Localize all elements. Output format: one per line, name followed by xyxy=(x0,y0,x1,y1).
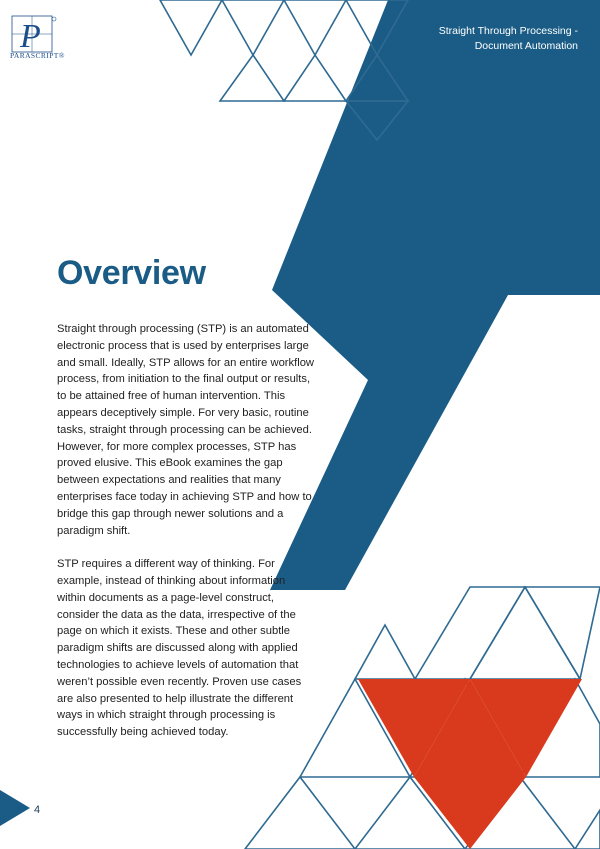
orange-triangles xyxy=(358,679,582,849)
document-title-line-1: Straight Through Processing - xyxy=(438,25,578,37)
document-title xyxy=(358,24,578,54)
svg-text:P: P xyxy=(20,18,41,55)
document-title-line-2: Document Automation xyxy=(474,40,578,52)
body-text xyxy=(57,321,315,758)
paragraph-paradigm: STP requires a different way of thinking. For example, instead of thinking about information within documents as a page-level construct, consider the data as the data, irrespective of the page on which it exists. These and other subtle paradigm shifts are discussed along with applied technologies to achieve levels of automation that weren’t possible even recently. Proven use cases are also presented to help illustrate the different ways in which straight through processing is successfully being achieved today. xyxy=(57,558,302,739)
logo-wordmark: PARASCRIPT® xyxy=(10,51,65,60)
section-heading: Overview xyxy=(57,254,206,292)
paragraph-intro: Straight through processing (STP) is an automated electronic process that is used by enterprises large and small. Ideally, STP allows for an entire workflow process, from initiation to the final output or results, to be attained free of human intervention. This appears deceptively simple. For very basic, routine tasks, straight through processing can be achieved. However, for more complex processes, STP has proved elusive. This eBook examines the gap between expectations and realities that many enterprises face today in achieving STP and how to bridge this gap through newer solutions and a paradigm shift. xyxy=(57,323,315,537)
page-number: 4 xyxy=(34,804,41,816)
parascript-logo xyxy=(10,14,70,70)
page-tab-shape xyxy=(0,790,30,826)
navy-banner-shape xyxy=(270,0,600,590)
